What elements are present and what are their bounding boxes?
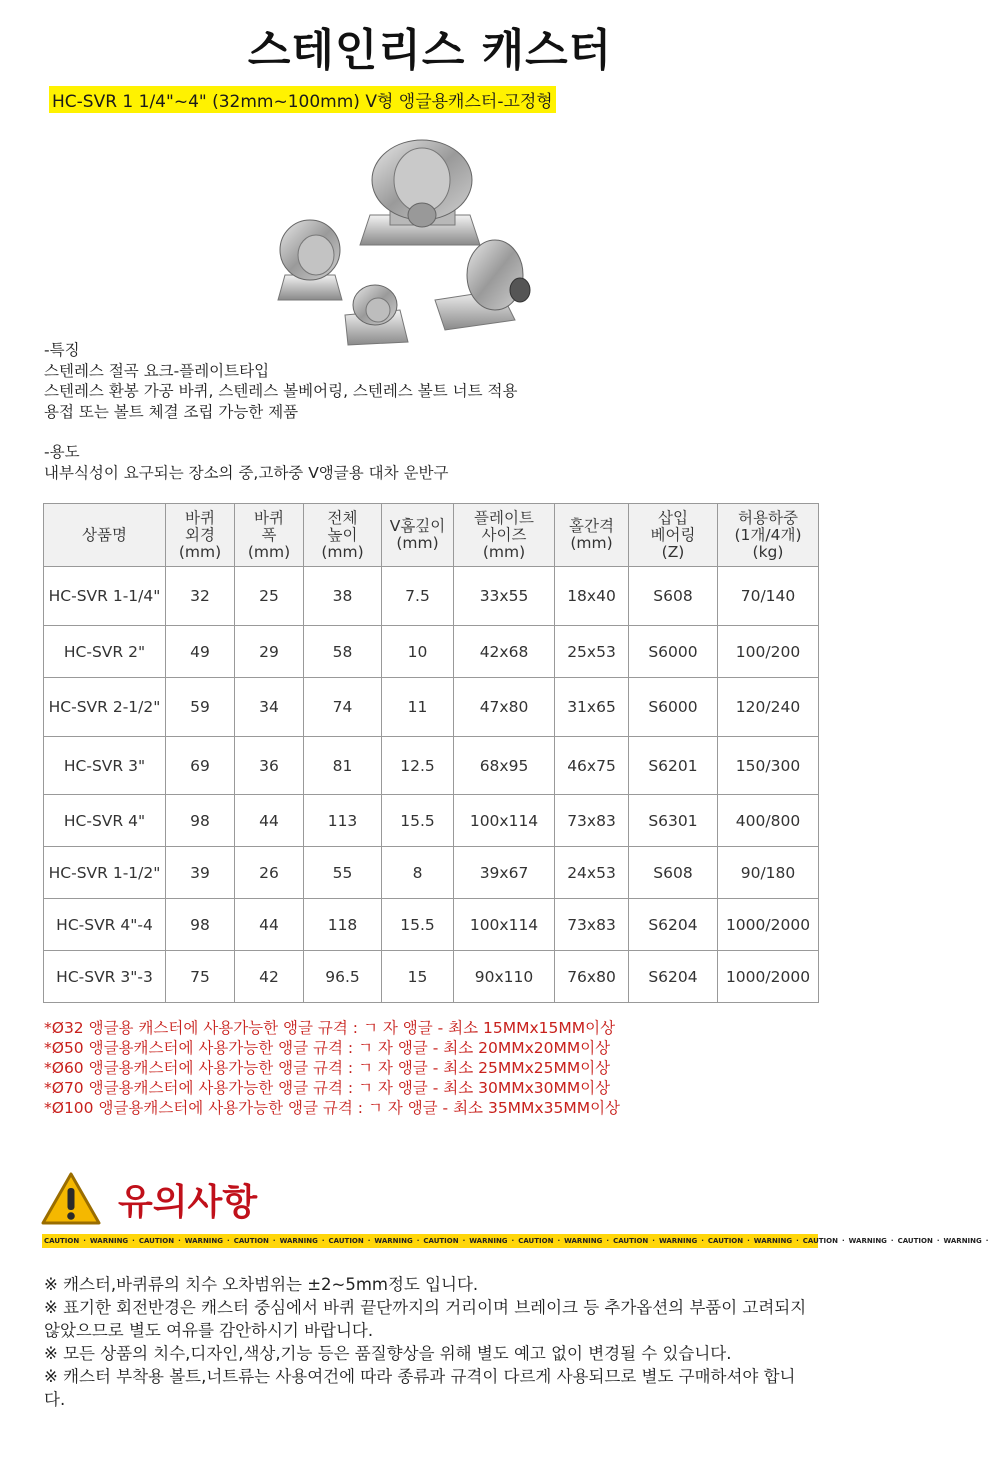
product-name-cell: HC-SVR 1-1/4" [44,567,166,626]
caution-separator: · [132,1237,135,1245]
table-cell: 113 [304,795,382,847]
table-cell: 1000/2000 [718,899,819,951]
caution-word: WARNING [564,1237,603,1245]
remark-line: ※ 표기한 회전반경은 캐스터 중심에서 바퀴 끝단까지의 거리이며 브레이크 등 추가옵션의 부품이 고려되지 않았으므로 별도 여유를 감안하시기 바랍니다. [44,1298,807,1340]
caution-separator: · [701,1237,704,1245]
table-cell: 76x80 [555,951,629,1003]
table-cell: 90/180 [718,847,819,899]
column-header-line: 베어링 [650,525,696,544]
table-cell: 49 [166,626,235,678]
table-cell: 26 [235,847,304,899]
column-header [629,504,718,567]
table-cell: 46x75 [555,737,629,795]
table-cell: 39x67 [454,847,555,899]
table-cell: 44 [235,795,304,847]
table-cell: 10 [382,626,454,678]
table-cell: S6301 [629,795,718,847]
column-header [44,504,166,567]
caution-separator: · [796,1237,799,1245]
table-cell: 100x114 [454,899,555,951]
caution-word: WARNING [89,1237,129,1245]
table-cell: 55 [304,847,382,899]
angle-spec-notes [44,1018,620,1118]
product-name-cell: HC-SVR 4"-4 [44,899,166,951]
table-cell: 15 [382,951,454,1003]
column-header-line: 허용하중 [738,508,798,527]
column-header [555,504,629,567]
caution-separator: · [227,1237,230,1245]
table-cell: 69 [166,737,235,795]
column-header-line: (mm) [178,542,222,561]
product-name-cell: HC-SVR 2" [44,626,166,678]
table-row [44,737,819,795]
caution-word: CAUTION [423,1237,459,1245]
table-row [44,847,819,899]
column-header-line: 바퀴 [185,508,215,527]
table-cell: 7.5 [382,567,454,626]
caution-word: CAUTION [707,1237,744,1245]
features-heading: -특징 [44,341,80,359]
table-row [44,951,819,1003]
column-header [166,504,235,567]
caution-separator: · [890,1237,894,1245]
column-header-line: 사이즈 [481,525,527,544]
remark-line: ※ 캐스터,바퀴류의 치수 오차범위는 ±2~5mm정도 입니다. [44,1275,479,1294]
caution-word: CAUTION [233,1237,269,1245]
table-cell: 18x40 [555,567,629,626]
table-cell: 90x110 [454,951,555,1003]
table-cell: 118 [304,899,382,951]
remark-line: ※ 모든 상품의 치수,디자인,색상,기능 등은 품질향상을 위해 별도 예고 없이 변경될 수 있습니다. [44,1344,732,1363]
caution-word: CAUTION [44,1237,80,1245]
table-cell: 25x53 [555,626,629,678]
caution-separator: · [747,1237,750,1245]
features-section [44,340,517,483]
table-cell: 73x83 [555,899,629,951]
product-name-cell: HC-SVR 3" [44,737,166,795]
product-name-cell: HC-SVR 1-1/2" [44,847,166,899]
caution-separator: · [321,1237,325,1245]
table-row [44,626,819,678]
table-cell: S608 [629,567,718,626]
table-cell: 15.5 [382,899,454,951]
page-title: 스테인리스 캐스터 [247,25,613,76]
product-name-cell: HC-SVR 4" [44,795,166,847]
caution-word: WARNING [184,1237,224,1245]
product-subtitle: HC-SVR 1 1/4"~4" (32mm~100mm) V형 앵글용캐스터-고정형 [49,86,556,113]
table-cell: S6201 [629,737,718,795]
remarks-section [44,1273,816,1411]
column-header-line: 높이 [327,525,358,544]
table-cell: 75 [166,951,235,1003]
feature-line: 용접 또는 볼트 체결 조립 가능한 제품 [44,402,299,421]
column-header-line: 바퀴 [254,508,284,527]
caution-separator: · [841,1237,845,1245]
table-cell: S6204 [629,899,718,951]
column-header [304,504,382,567]
table-row [44,678,819,737]
column-header-line: (Z) [661,542,685,561]
caution-word: WARNING [848,1237,887,1245]
remark-line: ※ 캐스터 부착용 볼트,너트류는 사용여건에 따라 종류과 규격이 다르게 사용되므로 별도 구매하셔야 합니다. [44,1367,796,1409]
note-line: *Ø70 앵글용캐스터에 사용가능한 앵글 규격 : ㄱ 자 앵글 - 최소 30MMx30MM이상 [44,1079,611,1097]
caution-word: CAUTION [328,1237,364,1245]
table-cell: 73x83 [555,795,629,847]
table-cell: 39 [166,847,235,899]
column-header-line: 플레이트 [474,508,534,527]
column-header-line: V홈깊이 [389,517,446,535]
table-cell: 32 [166,567,235,626]
table-cell: 47x80 [454,678,555,737]
column-header [235,504,304,567]
table-row [44,795,819,847]
caution-word: WARNING [658,1237,698,1245]
column-header-line: (mm) [570,534,613,552]
table-body [44,567,819,1003]
caution-tape [42,1234,989,1248]
caution-word: WARNING [469,1237,508,1245]
table-row [44,567,819,626]
table-cell: 25 [235,567,304,626]
table-cell: 42 [235,951,304,1003]
caution-word: CAUTION [897,1237,933,1245]
product-photo [230,120,590,350]
caution-word: CAUTION [518,1237,554,1245]
column-header-line: 홀간격 [569,517,614,535]
column-header [382,504,454,567]
column-header-line: 폭 [261,525,277,544]
table-cell: 1000/2000 [718,951,819,1003]
column-header-line: 외경 [185,525,215,544]
table-cell: 74 [304,678,382,737]
table-cell: S608 [629,847,718,899]
table-cell: 33x55 [454,567,555,626]
table-cell: 24x53 [555,847,629,899]
caution-separator: · [462,1237,466,1245]
table-cell: 31x65 [555,678,629,737]
caution-separator: · [83,1237,86,1245]
table-cell: S6000 [629,678,718,737]
table-cell: S6000 [629,626,718,678]
feature-line: 스텐레스 절곡 요크-플레이트타입 [44,361,270,380]
note-line: *Ø100 앵글용캐스터에 사용가능한 앵글 규격 : ㄱ 자 앵글 - 최소 35MMx35MM이상 [44,1099,621,1117]
caution-word: CAUTION [138,1237,175,1245]
table-cell: 15.5 [382,795,454,847]
table-cell: 150/300 [718,737,819,795]
caution-separator: · [557,1237,561,1245]
caution-separator: · [985,1237,989,1245]
table-cell: 59 [166,678,235,737]
column-header-line: (mm) [247,542,291,561]
table-cell: 98 [166,899,235,951]
caution-separator: · [178,1237,181,1245]
caution-separator: · [272,1237,276,1245]
column-header [454,504,555,567]
table-cell: 96.5 [304,951,382,1003]
spec-table [43,503,819,1003]
caution-separator: · [936,1237,940,1245]
column-header-line: 삽입 [658,508,688,527]
caution-word: CAUTION [613,1237,649,1245]
table-cell: S6204 [629,951,718,1003]
table-cell: 68x95 [454,737,555,795]
column-header-line: (mm) [321,542,364,561]
product-name-cell: HC-SVR 2-1/2" [44,678,166,737]
note-line: *Ø32 앵글용 캐스터에 사용가능한 앵글 규격 : ㄱ 자 앵글 - 최소 15MMx15MM이상 [44,1019,616,1037]
table-cell: 36 [235,737,304,795]
column-header-line: (kg) [752,542,784,561]
caution-word: WARNING [374,1237,413,1245]
note-line: *Ø60 앵글용캐스터에 사용가능한 앵글 규격 : ㄱ 자 앵글 - 최소 25MMx25MM이상 [44,1059,611,1077]
warning-title: 유의사항 [118,1182,258,1223]
column-header-line: (mm) [396,534,439,552]
caution-separator: · [416,1237,420,1245]
table-cell: 81 [304,737,382,795]
column-header [718,504,819,567]
note-line: *Ø50 앵글용캐스터에 사용가능한 앵글 규격 : ㄱ 자 앵글 - 최소 20MMx20MM이상 [44,1039,611,1057]
table-row [44,899,819,951]
caution-word: WARNING [279,1237,318,1245]
table-cell: 100/200 [718,626,819,678]
table-cell: 29 [235,626,304,678]
table-cell: 98 [166,795,235,847]
column-header-line: 전체 [327,508,358,527]
table-cell: 12.5 [382,737,454,795]
table-cell: 11 [382,678,454,737]
caution-separator: · [652,1237,655,1245]
product-name-cell: HC-SVR 3"-3 [44,951,166,1003]
table-cell: 44 [235,899,304,951]
table-cell: 42x68 [454,626,555,678]
table-cell: 100x114 [454,795,555,847]
table-cell: 58 [304,626,382,678]
column-header-line: 상품명 [82,525,127,544]
table-cell: 8 [382,847,454,899]
table-cell: 120/240 [718,678,819,737]
table-cell: 34 [235,678,304,737]
caution-separator: · [367,1237,371,1245]
caution-word: WARNING [753,1237,793,1245]
table-cell: 38 [304,567,382,626]
caution-separator: · [511,1237,515,1245]
caution-word: WARNING [943,1237,982,1245]
table-cell: 400/800 [718,795,819,847]
table-cell: 70/140 [718,567,819,626]
table-header-row [44,504,819,567]
warning-triangle-icon [40,1171,102,1227]
usage-line: 내부식성이 요구되는 장소의 중,고하중 V앵글용 대차 운반구 [44,463,449,482]
column-header-line: (mm) [482,542,526,561]
feature-line: 스텐레스 환봉 가공 바퀴, 스텐레스 볼베어링, 스텐레스 볼트 너트 적용 [44,382,518,400]
caution-separator: · [606,1237,610,1245]
column-header-line: (1개/4개) [734,525,802,544]
caution-word: CAUTION [802,1237,838,1245]
usage-heading: -용도 [44,443,80,461]
